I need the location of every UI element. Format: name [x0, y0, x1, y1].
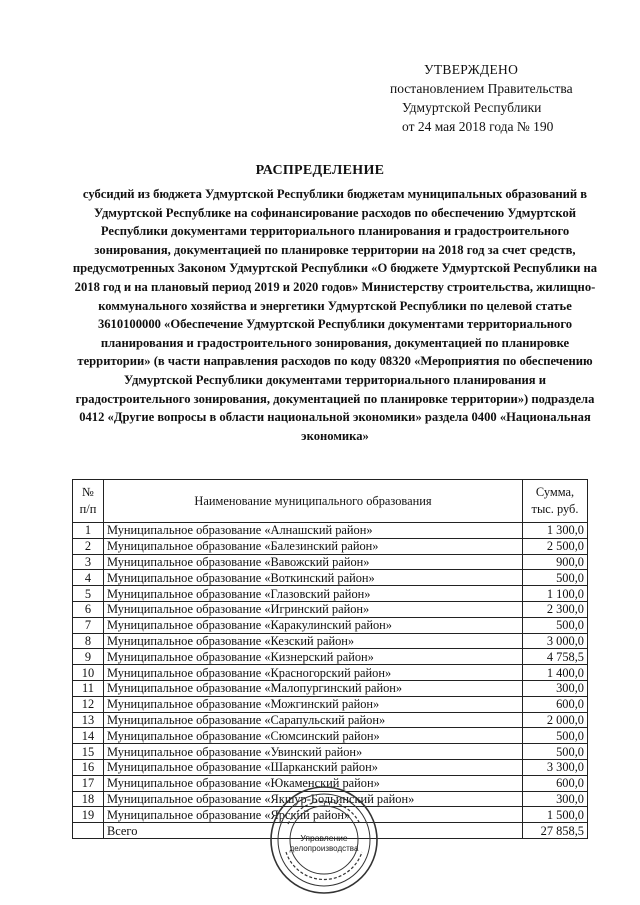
- row-sum: 1 500,0: [523, 807, 588, 823]
- row-name: Муниципальное образование «Кизнерский район»: [104, 649, 523, 665]
- table-row: [73, 523, 588, 539]
- row-number: 11: [73, 680, 104, 696]
- row-name: Муниципальное образование «Сарапульский район»: [104, 712, 523, 728]
- row-name: Муниципальное образование «Глазовский район»: [104, 586, 523, 602]
- row-sum: 300,0: [523, 791, 588, 807]
- row-number: 9: [73, 649, 104, 665]
- row-sum: 2 500,0: [523, 538, 588, 554]
- header-name: Наименование муниципального образования: [104, 480, 523, 523]
- row-name: Муниципальное образование «Красногорский район»: [104, 665, 523, 681]
- row-name: Муниципальное образование «Вавожский район»: [104, 554, 523, 570]
- row-name: Муниципальное образование «Якшур-Бодьинский район»: [104, 791, 523, 807]
- approval-government: Удмуртской Республики: [402, 100, 542, 115]
- row-sum: 600,0: [523, 696, 588, 712]
- row-name: Муниципальное образование «Увинский район»: [104, 744, 523, 760]
- row-name: Муниципальное образование «Юкаменский район»: [104, 775, 523, 791]
- official-stamp: [268, 784, 380, 896]
- table-row: [73, 570, 588, 586]
- total-number-cell: [73, 823, 104, 839]
- approval-decree: постановлением Правительства: [390, 81, 573, 96]
- header-number-line1: №: [82, 485, 94, 499]
- row-sum: 2 000,0: [523, 712, 588, 728]
- table-row: [73, 601, 588, 617]
- table-row: [73, 680, 588, 696]
- row-name: Муниципальное образование «Ярский район»: [104, 807, 523, 823]
- row-name: Муниципальное образование «Воткинский район»: [104, 570, 523, 586]
- row-name: Муниципальное образование «Малопургинский район»: [104, 680, 523, 696]
- row-sum: 1 400,0: [523, 665, 588, 681]
- header-number: [73, 480, 104, 523]
- row-number: 5: [73, 586, 104, 602]
- row-number: 8: [73, 633, 104, 649]
- row-number: 4: [73, 570, 104, 586]
- header-sum-line1: Сумма,: [535, 485, 575, 499]
- row-number: 12: [73, 696, 104, 712]
- header-number-line2: п/п: [79, 502, 97, 516]
- stamp-text-line1: Управление: [300, 833, 348, 843]
- row-number: 19: [73, 807, 104, 823]
- table-row: [73, 665, 588, 681]
- approval-heading: УТВЕРЖДЕНО: [424, 62, 519, 77]
- row-name: Муниципальное образование «Игринский район»: [104, 601, 523, 617]
- row-sum: 4 758,5: [523, 649, 588, 665]
- row-name: Муниципальное образование «Балезинский район»: [104, 538, 523, 554]
- approval-date: от 24 мая 2018 года № 190: [402, 119, 554, 134]
- table-row: [73, 649, 588, 665]
- row-sum: 500,0: [523, 617, 588, 633]
- row-name: Муниципальное образование «Кезский район»: [104, 633, 523, 649]
- row-sum: 600,0: [523, 775, 588, 791]
- document-title: РАСПРЕДЕЛЕНИЕ: [255, 163, 385, 178]
- row-number: 18: [73, 791, 104, 807]
- row-sum: 500,0: [523, 728, 588, 744]
- total-sum: 27 858,5: [523, 823, 588, 839]
- table-row: [73, 633, 588, 649]
- row-name: Муниципальное образование «Алнашский район»: [104, 523, 523, 539]
- row-sum: 2 300,0: [523, 601, 588, 617]
- table-row: [73, 744, 588, 760]
- row-number: 1: [73, 523, 104, 539]
- row-name: Муниципальное образование «Можгинский район»: [104, 696, 523, 712]
- row-number: 3: [73, 554, 104, 570]
- header-sum-line2: тыс. руб.: [531, 502, 579, 516]
- table-row: [73, 712, 588, 728]
- approval-block: [382, 60, 602, 136]
- table-row: [73, 617, 588, 633]
- row-sum: 3 300,0: [523, 759, 588, 775]
- row-number: 6: [73, 601, 104, 617]
- row-name: Муниципальное образование «Шарканский район»: [104, 759, 523, 775]
- row-sum: 1 300,0: [523, 523, 588, 539]
- row-name: Муниципальное образование «Сюмсинский район»: [104, 728, 523, 744]
- table-row: [73, 554, 588, 570]
- total-label: Всего: [104, 823, 523, 839]
- row-sum: 300,0: [523, 680, 588, 696]
- row-number: 2: [73, 538, 104, 554]
- row-number: 17: [73, 775, 104, 791]
- table-row: [73, 728, 588, 744]
- row-name: Муниципальное образование «Каракулинский район»: [104, 617, 523, 633]
- table-header-row: [73, 480, 588, 523]
- table-row: [73, 696, 588, 712]
- header-sum: [523, 480, 588, 523]
- row-sum: 1 100,0: [523, 586, 588, 602]
- row-number: 15: [73, 744, 104, 760]
- document-body: субсидий из бюджета Удмуртской Республики бюджетам муниципальных образований в Удмуртской Республике на софинансирование расходов по обеспечению Удмуртской Республики документами территориального планирования и градостроительного зонирования, документацией по планировке территории на 2018 год за счет средств, предусмотренных Законом Удмуртской Республики «О бюджете Удмуртской Республики на 2018 год и на плановый период 2019 и 2020 годов» Министерству строительства, жилищно-коммунального хозяйства и энергетики Удмуртской Республики по целевой статье 3610100000 «Обеспечение Удмуртской Республики документами территориального планирования и градостроительного зонирования, документацией по планировке территории» (в части направления расходов по коду 08320 «Мероприятия по обеспечению Удмуртской Республики документами территориального планирования и градостроительного зонирования, документацией по планировке территории») подраздела 0412 «Другие вопросы в области национальной экономики» раздела 0400 «Национальная экономика»: [72, 187, 598, 443]
- row-sum: 500,0: [523, 570, 588, 586]
- row-sum: 500,0: [523, 744, 588, 760]
- table-row: [73, 538, 588, 554]
- row-number: 13: [73, 712, 104, 728]
- row-number: 16: [73, 759, 104, 775]
- row-sum: 3 000,0: [523, 633, 588, 649]
- table-row: [73, 759, 588, 775]
- row-sum: 900,0: [523, 554, 588, 570]
- stamp-text-line2: делопроизводства: [289, 844, 359, 853]
- row-number: 14: [73, 728, 104, 744]
- row-number: 7: [73, 617, 104, 633]
- table-row: [73, 586, 588, 602]
- row-number: 10: [73, 665, 104, 681]
